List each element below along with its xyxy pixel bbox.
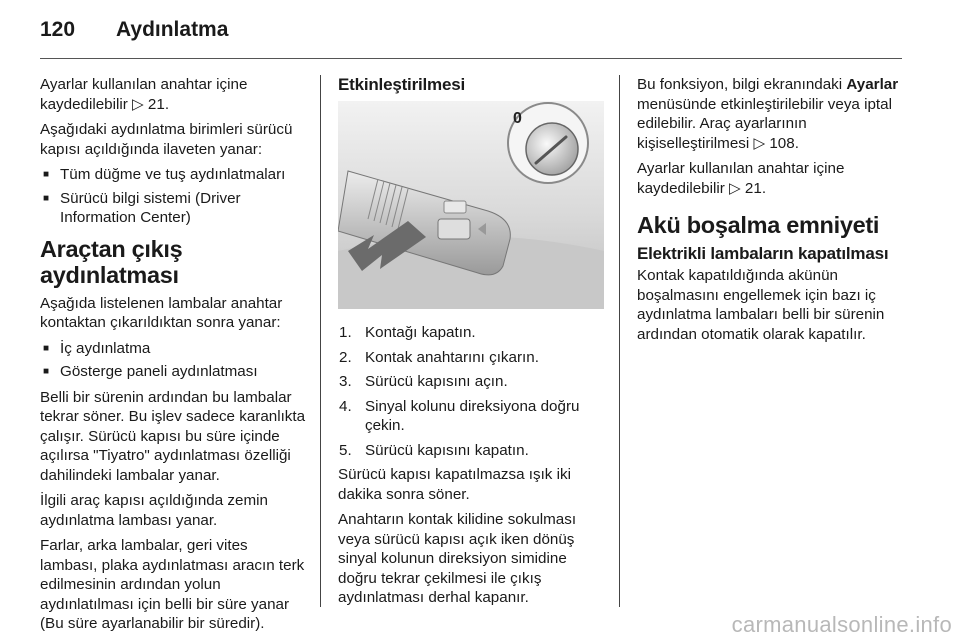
bullet-list <box>40 339 306 382</box>
column-3 <box>637 75 903 350</box>
column-divider <box>320 75 321 607</box>
list-item: 5. Sürücü kapısını kapatın. <box>339 441 529 459</box>
page-ref-arrow-icon: ▷ <box>729 178 741 197</box>
column-1 <box>40 75 306 640</box>
list-item: ■ Tüm düğme ve tuş aydınlatmaları <box>40 165 306 185</box>
list-item: 1. Kontağı kapatın. <box>339 324 476 341</box>
paragraph: Belli bir sürenin ardından bu lambalar tekrar söner. Bu işlev sadece karanlıkta çalışır. Sürücü kapısı bu süre içinde açılırsa "Tiyatro" aydınlatması özelliği dahilindeki lambalar yanar. <box>40 388 306 484</box>
paragraph: Farlar, arka lambalar, geri vites lambası, plaka aydınlatması aracın terk edilmesinin ardından yolun aydınlatılması için belli bir süre yanar (Bu süre ayarlanabilir bir süredir). <box>40 537 305 632</box>
paragraph: Ayarlar kullanılan anahtar içine kaydedilebilir ▷ 21. <box>637 160 845 197</box>
page-ref-arrow-icon: ▷ <box>753 133 766 152</box>
heading-activation: Etkinleştirilmesi <box>338 75 465 94</box>
steps-list <box>338 323 604 460</box>
paragraph: Aşağıda listelenen lambalar anahtar kontaktan çıkarıldıktan sonra yanar: <box>40 294 283 331</box>
ignition-position-label: 0 <box>513 110 522 127</box>
column-2 <box>338 75 604 614</box>
list-item: 3. Sürücü kapısını açın. <box>339 373 508 390</box>
settings-menu-term: Ayarlar <box>846 76 899 93</box>
paragraph: Kontak kapatıldığında akünün boşalmasını engellemek için bazı iç aydınlatma lambaları belli bir sürenin ardından otomatik olarak kapatılır. <box>637 267 885 343</box>
heading-exit-lighting: Araçtan çıkış aydınlatması <box>40 235 183 288</box>
heading-battery-discharge-protection: Akü boşalma emniyeti <box>637 212 880 238</box>
paragraph: Bu fonksiyon, bilgi ekranındaki Ayarlar menüsünde etkinleştirilebilir veya iptal edilebilir. Araç ayarlarının kişiselleştirilmesi ▷ 108. <box>637 76 899 152</box>
list-item: ■ İç aydınlatma <box>40 339 306 359</box>
turn-signal-lever-illustration <box>338 101 604 309</box>
section-title: Aydınlatma <box>116 18 229 41</box>
lever-symbol-icon <box>444 201 466 213</box>
paragraph: İlgili araç kapısı açıldığında zemin aydınlatma lambası yanar. <box>40 492 268 529</box>
list-item: ■ Sürücü bilgi sistemi (Driver Information Center) <box>40 189 306 228</box>
header-rule <box>40 58 902 59</box>
column-divider <box>619 75 620 607</box>
list-item: 4. Sinyal kolunu direksiyona doğru çekin. <box>339 397 580 434</box>
list-item: ■ Gösterge paneli aydınlatması <box>40 362 306 382</box>
page-number: 120 <box>40 18 76 41</box>
page-ref-arrow-icon: ▷ <box>132 94 144 113</box>
watermark: carmanualsonline.info <box>731 612 952 637</box>
paragraph: Sürücü kapısı kapatılmazsa ışık iki dakika sonra söner. <box>338 466 571 503</box>
list-item: 2. Kontak anahtarını çıkarın. <box>339 348 539 366</box>
paragraph: Ayarlar kullanılan anahtar içine kaydedilebilir ▷ 21. <box>40 76 248 113</box>
bullet-list <box>40 165 306 228</box>
lever-button-icon <box>438 219 470 239</box>
paragraph: Anahtarın kontak kilidine sokulması veya sürücü kapısı açık iken dönüş sinyal kolunun direksiyon simidine doğru tekrar çekilmesi ile çıkış aydınlatması derhal kapanır. <box>338 511 577 606</box>
paragraph: Aşağıdaki aydınlatma birimleri sürücü kapısı açıldığında ilaveten yanar: <box>40 121 293 158</box>
page-header <box>40 18 900 48</box>
heading-electric-lamps-off: Elektrikli lambaların kapatılması <box>637 244 889 263</box>
